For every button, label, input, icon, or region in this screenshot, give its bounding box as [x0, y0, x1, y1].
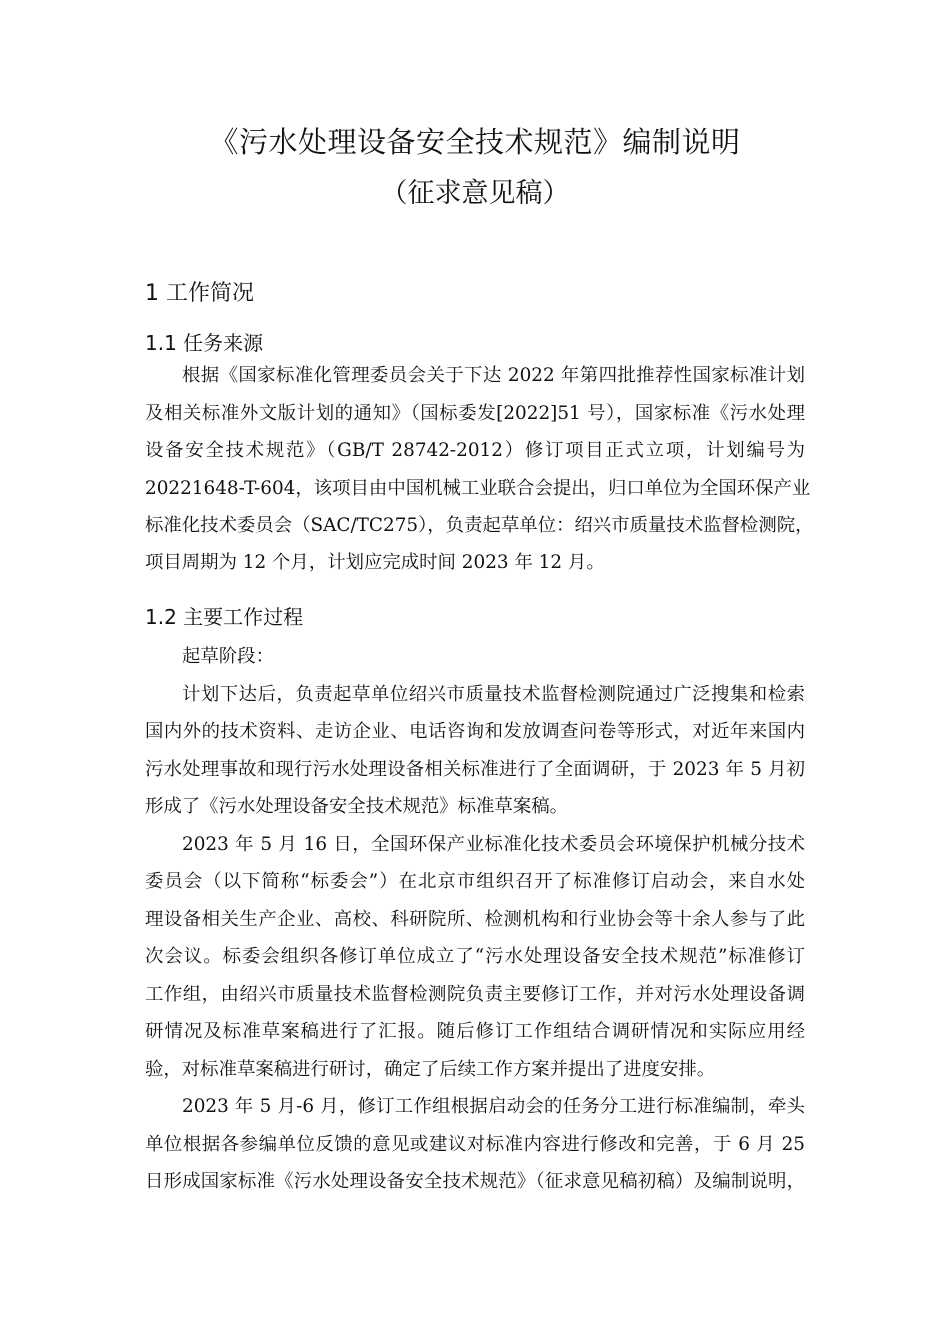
paragraph-line: 形成了《污水处理设备安全技术规范》标准草案稿。	[145, 796, 568, 817]
paragraph-line: 起草阶段：	[182, 646, 274, 667]
paragraph-line: 委员会（以下简称“标委会”）在北京市组织召开了标准修订启动会，来自水处	[145, 871, 805, 892]
document-title: 《污水处理设备安全技术规范》编制说明	[209, 125, 741, 159]
paragraph-line: 研情况及标准草案稿进行了汇报。随后修订工作组结合调研情况和实际应用经	[145, 1021, 805, 1042]
paragraph-line: 标准化技术委员会（SAC/TC275），负责起草单位：绍兴市质量技术监督检测院，	[145, 515, 814, 536]
paragraph-line: 污水处理事故和现行污水处理设备相关标准进行了全面调研，于 2023 年 5 月初	[145, 759, 805, 780]
paragraph-line: 单位根据各参编单位反馈的意见或建议对标准内容进行修改和完善，于 6 月 25	[145, 1134, 805, 1155]
paragraph-line: 验，对标准草案稿进行研讨，确定了后续工作方案并提出了进度安排。	[145, 1059, 716, 1080]
paragraph-line: 设备安全技术规范》（GB/T 28742-2012）修订项目正式立项，计划编号为	[145, 440, 805, 461]
paragraph-line: 计划下达后，负责起草单位绍兴市质量技术监督检测院通过广泛搜集和检索	[182, 684, 805, 705]
document-subtitle: （征求意见稿）	[380, 178, 570, 209]
paragraph-line: 2023 年 5 月-6 月，修订工作组根据启动会的任务分工进行标准编制，牵头	[182, 1096, 805, 1117]
paragraph-line: 国内外的技术资料、走访企业、电话咨询和发放调查问卷等形式，对近年来国内	[145, 721, 805, 742]
paragraph-line: 根据《国家标准化管理委员会关于下达 2022 年第四批推荐性国家标准计划	[182, 365, 805, 386]
paragraph-line: 日形成国家标准《污水处理设备安全技术规范》（征求意见稿初稿）及编制说明，	[145, 1171, 805, 1192]
paragraph-line: 次会议。标委会组织各修订单位成立了“污水处理设备安全技术规范”标准修订	[145, 946, 805, 967]
paragraph-line: 2023 年 5 月 16 日，全国环保产业标准化技术委员会环境保护机械分技术	[182, 834, 805, 855]
paragraph-line: 20221648-T-604，该项目由中国机械工业联合会提出，归口单位为全国环保产业	[145, 478, 811, 499]
paragraph-line: 及相关标准外文版计划的通知》（国标委发[2022]51 号），国家标准《污水处理	[145, 403, 805, 424]
subsection-heading-1-1: 1.1 任务来源	[145, 331, 264, 355]
subsection-heading-1-2: 1.2 主要工作过程	[145, 605, 304, 629]
paragraph-line: 项目周期为 12 个月，计划应完成时间 2023 年 12 月。	[145, 552, 605, 573]
section-heading-1: 1 工作简况	[145, 281, 254, 306]
paragraph-line: 理设备相关生产企业、高校、科研院所、检测机构和行业协会等十余人参与了此	[145, 909, 805, 930]
paragraph-line: 工作组，由绍兴市质量技术监督检测院负责主要修订工作，并对污水处理设备调	[145, 984, 805, 1005]
